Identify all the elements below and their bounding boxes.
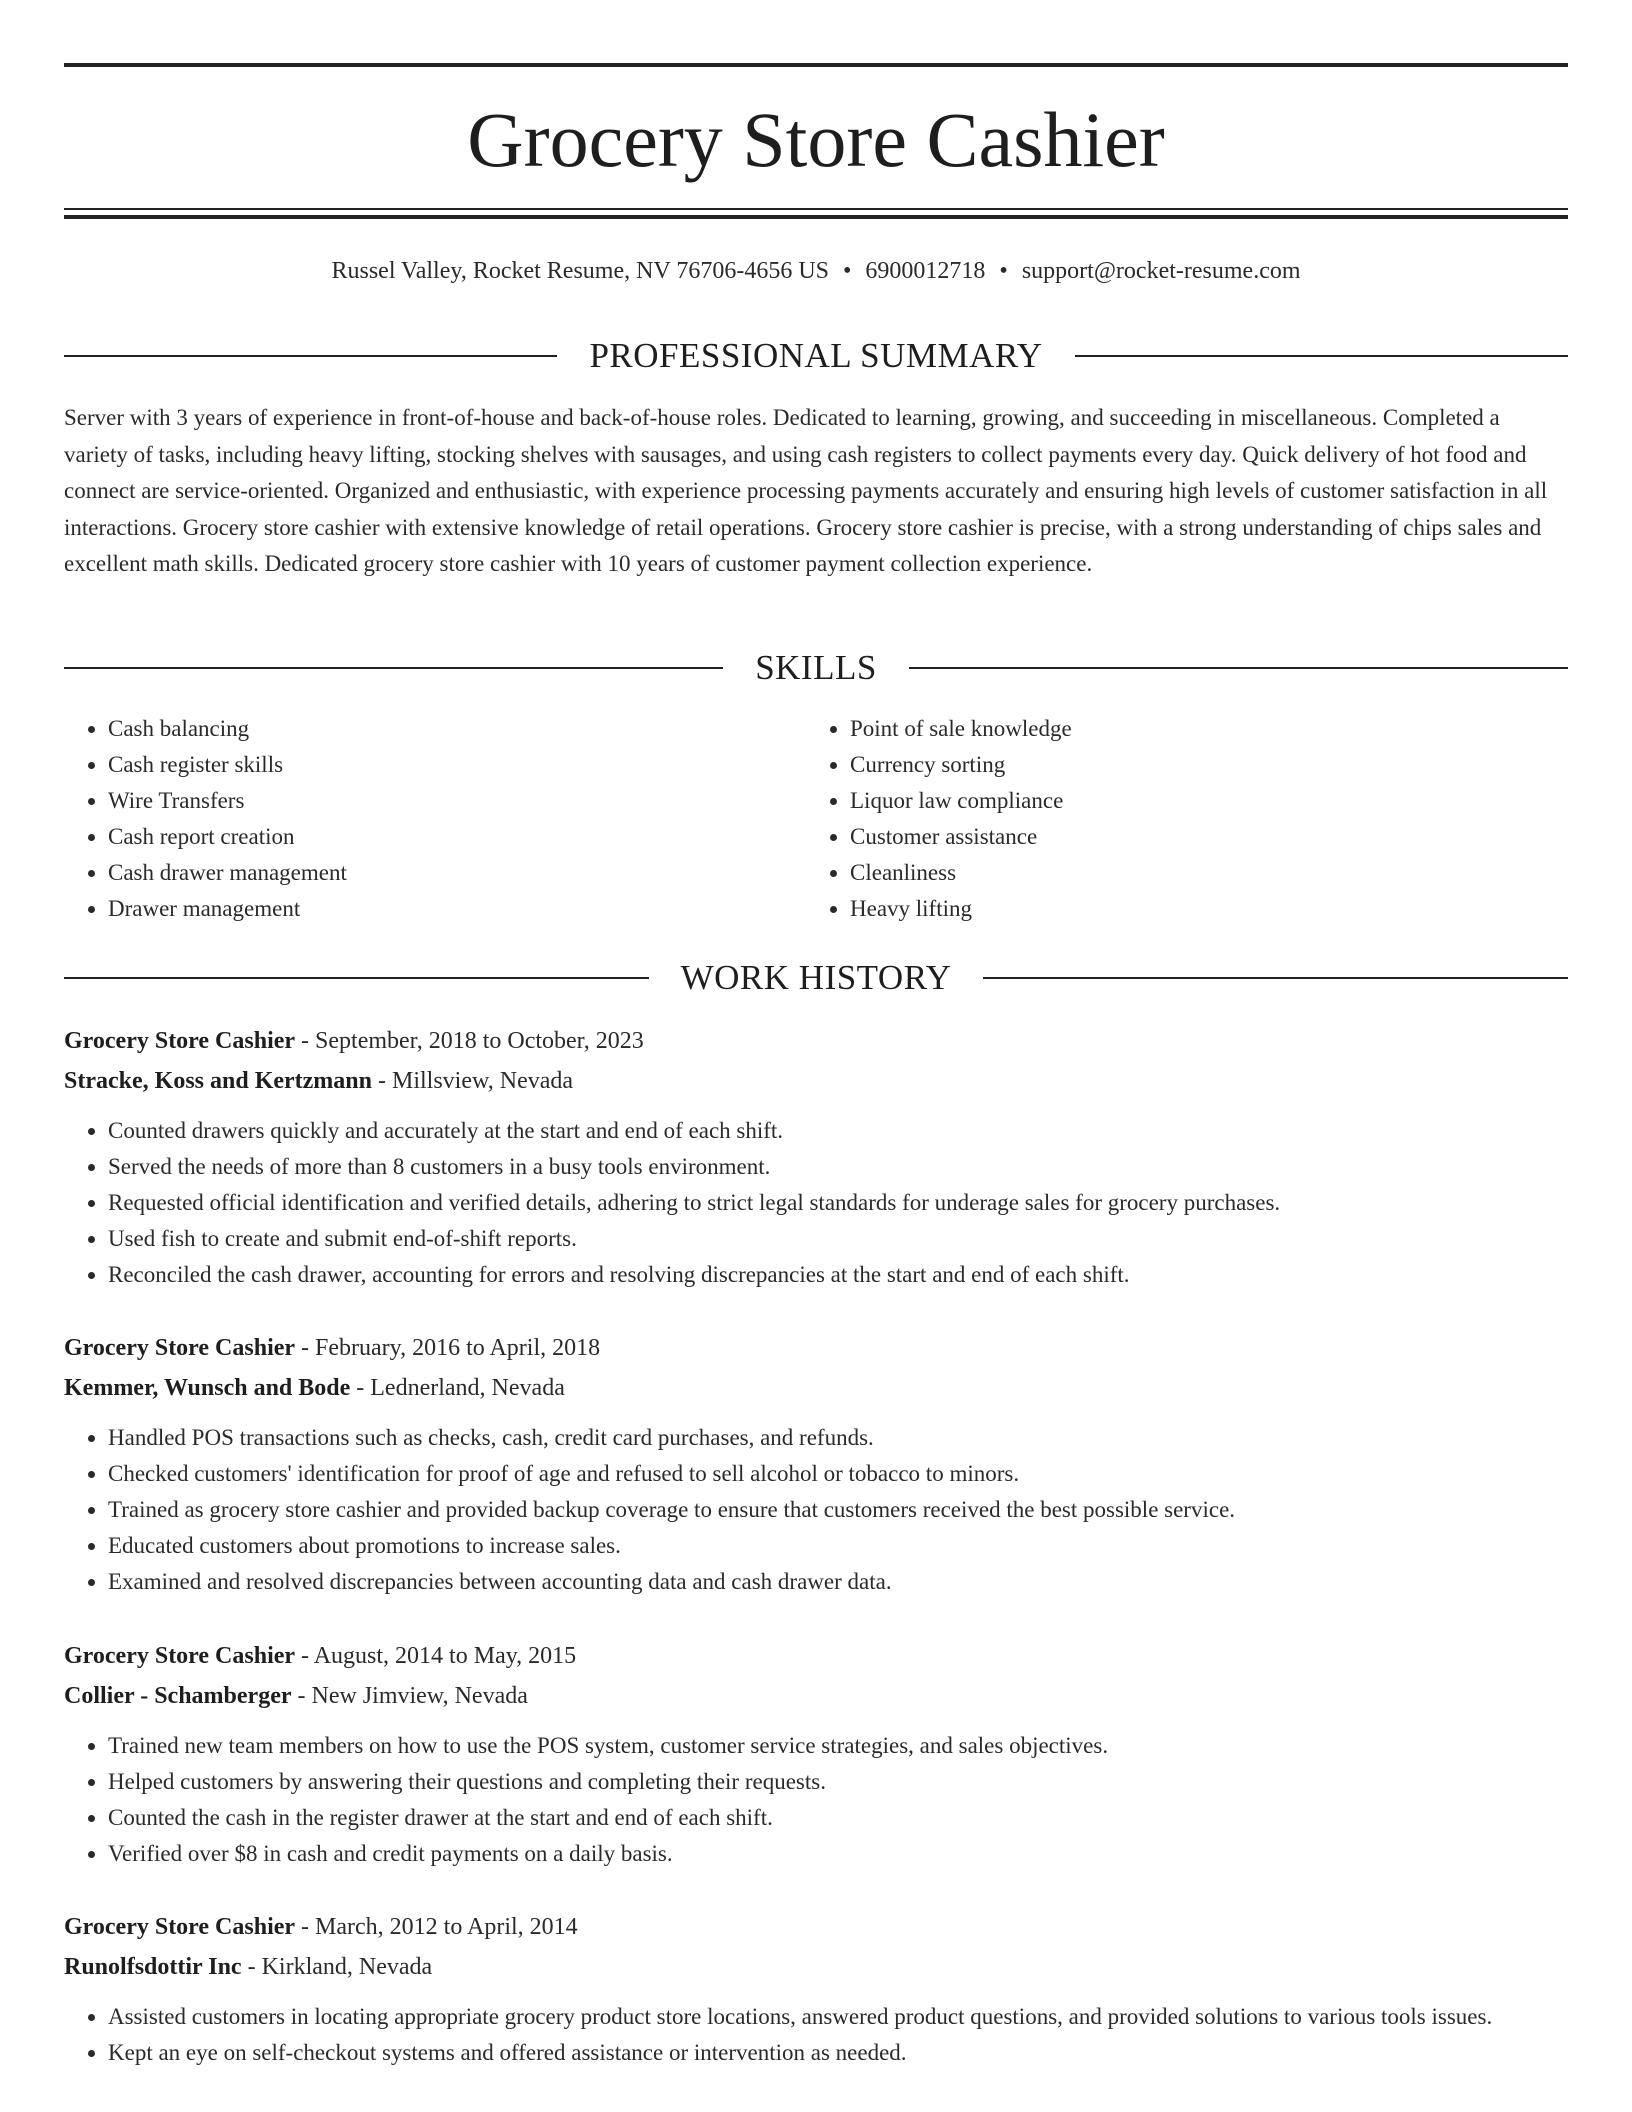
header-rule-upper [64, 208, 1568, 210]
job-company: Stracke, Koss and Kertzmann [64, 1068, 372, 1094]
job-bullets [64, 1999, 1568, 2071]
section-divider [983, 977, 1568, 979]
job-entry [64, 1328, 1568, 1600]
section-divider [64, 667, 723, 669]
job-bullet: • Handled POS transactions such as checks, cash, credit card purchases, and refunds. [108, 1420, 1568, 1456]
section-divider [64, 977, 649, 979]
job-bullet: • Reconciled the cash drawer, accounting for errors and resolving discrepancies at the start and end of each shift. [108, 1257, 1568, 1293]
job-company-line [64, 1368, 1568, 1408]
summary-heading-row [64, 336, 1568, 376]
job-company-line [64, 1947, 1568, 1987]
job-title: Grocery Store Cashier [64, 1643, 296, 1669]
resume-title: Grocery Store Cashier [467, 96, 1165, 183]
skill-item: • Wire Transfers [108, 783, 806, 819]
work-heading: WORK HISTORY [680, 958, 952, 997]
skills-list [64, 711, 1568, 927]
job-bullet: • Educated customers about promotions to increase sales. [108, 1528, 1568, 1564]
summary-text: Server with 3 years of experience in front-of-house and back-of-house roles. Dedicated to learning, growing, and succeeding in miscellaneous. Completed a variety of tasks, including heavy lifting, stocking shelves with sausages, and using cash registers to collect payments every day. Quick delivery of hot food and connect are service-oriented. Organized and enthusiastic, with experience processing payments accurately and ensuring high levels of customer satisfaction in all interactions. Grocery store cashier with extensive knowledge of retail operations. Grocery store cashier is precise, with a strong understanding of chips sales and excellent math skills. Dedicated grocery store cashier with 10 years of customer payment collection experience. [64, 405, 1548, 576]
skill-item: • Cash drawer management [108, 855, 806, 891]
contact-separator: • [843, 258, 852, 284]
header-top-rule [64, 63, 1568, 67]
job-dates: - February, 2016 to April, 2018 [295, 1335, 601, 1361]
job-company: Kemmer, Wunsch and Bode [64, 1375, 351, 1401]
job-bullet: • Trained as grocery store cashier and provided backup coverage to ensure that customers received the best possible service. [108, 1492, 1568, 1528]
skill-item: • Cleanliness [850, 855, 1548, 891]
job-bullet: • Checked customers' identification for proof of age and refused to sell alcohol or tobacco to minors. [108, 1456, 1568, 1492]
section-divider [64, 355, 557, 357]
contact-email[interactable]: support@rocket-resume.com [1021, 258, 1301, 284]
skills-heading-row [64, 648, 1568, 688]
job-bullet: • Verified over $8 in cash and credit payments on a daily basis. [108, 1836, 1568, 1872]
job-title-line [64, 1636, 1568, 1676]
job-bullet: • Counted drawers quickly and accurately at the start and end of each shift. [108, 1113, 1568, 1149]
job-bullets [64, 1420, 1568, 1600]
job-company: Runolfsdottir Inc [64, 1954, 242, 1980]
summary-heading: PROFESSIONAL SUMMARY [589, 336, 1043, 375]
skills-column-left [64, 711, 806, 927]
job-dates: - September, 2018 to October, 2023 [295, 1028, 644, 1054]
job-location: - Lednerland, Nevada [350, 1375, 565, 1401]
job-bullet: • Counted the cash in the register drawer at the start and end of each shift. [108, 1800, 1568, 1836]
job-bullet: • Requested official identification and verified details, adhering to strict legal standards for underage sales for grocery purchases. [108, 1185, 1568, 1221]
section-divider [1075, 355, 1568, 357]
job-title-line [64, 1907, 1568, 1947]
job-company-line [64, 1061, 1568, 1101]
skill-item: • Customer assistance [850, 819, 1548, 855]
job-company-line [64, 1676, 1568, 1716]
job-title: Grocery Store Cashier [64, 1335, 296, 1361]
job-dates: - March, 2012 to April, 2014 [295, 1914, 578, 1940]
skill-item: • Heavy lifting [850, 891, 1548, 927]
contact-separator: • [999, 258, 1008, 284]
contact-address: Russel Valley, Rocket Resume, NV 76706-4656 US [331, 258, 830, 284]
skill-item: • Point of sale knowledge [850, 711, 1548, 747]
skill-item: • Liquor law compliance [850, 783, 1548, 819]
skill-item: • Cash balancing [108, 711, 806, 747]
job-bullet: • Examined and resolved discrepancies between accounting data and cash drawer data. [108, 1564, 1568, 1600]
job-entry [64, 1021, 1568, 1293]
job-bullet: • Used fish to create and submit end-of-shift reports. [108, 1221, 1568, 1257]
job-bullet: • Assisted customers in locating appropriate grocery product store locations, answered product questions, and provided solutions to various tools issues. [108, 1999, 1568, 2035]
job-entry [64, 1907, 1568, 2071]
skill-item: • Cash register skills [108, 747, 806, 783]
job-bullet: • Helped customers by answering their questions and completing their requests. [108, 1764, 1568, 1800]
job-bullets [64, 1113, 1568, 1293]
skills-column-right [806, 711, 1548, 927]
skill-item: • Cash report creation [108, 819, 806, 855]
job-title: Grocery Store Cashier [64, 1914, 296, 1940]
job-bullets [64, 1728, 1568, 1872]
header-rule-lower [64, 215, 1568, 219]
work-heading-row [64, 958, 1568, 998]
contact-phone: 6900012718 [865, 258, 986, 284]
section-divider [909, 667, 1568, 669]
skill-item: • Drawer management [108, 891, 806, 927]
job-entry [64, 1636, 1568, 1872]
job-location: - Kirkland, Nevada [241, 1954, 433, 1980]
job-title-line [64, 1021, 1568, 1061]
contact-line [64, 254, 1568, 288]
job-bullet: • Kept an eye on self-checkout systems and offered assistance or intervention as needed. [108, 2035, 1568, 2071]
job-bullet: • Trained new team members on how to use the POS system, customer service strategies, and sales objectives. [108, 1728, 1568, 1764]
job-location: - New Jimview, Nevada [291, 1683, 528, 1709]
job-dates: - August, 2014 to May, 2015 [295, 1643, 577, 1669]
job-bullet: • Served the needs of more than 8 customers in a busy tools environment. [108, 1149, 1568, 1185]
skills-heading: SKILLS [755, 648, 877, 687]
job-company: Collier - Schamberger [64, 1683, 292, 1709]
job-location: - Millsview, Nevada [372, 1068, 574, 1094]
job-title: Grocery Store Cashier [64, 1028, 296, 1054]
skill-item: • Currency sorting [850, 747, 1548, 783]
job-title-line [64, 1328, 1568, 1368]
